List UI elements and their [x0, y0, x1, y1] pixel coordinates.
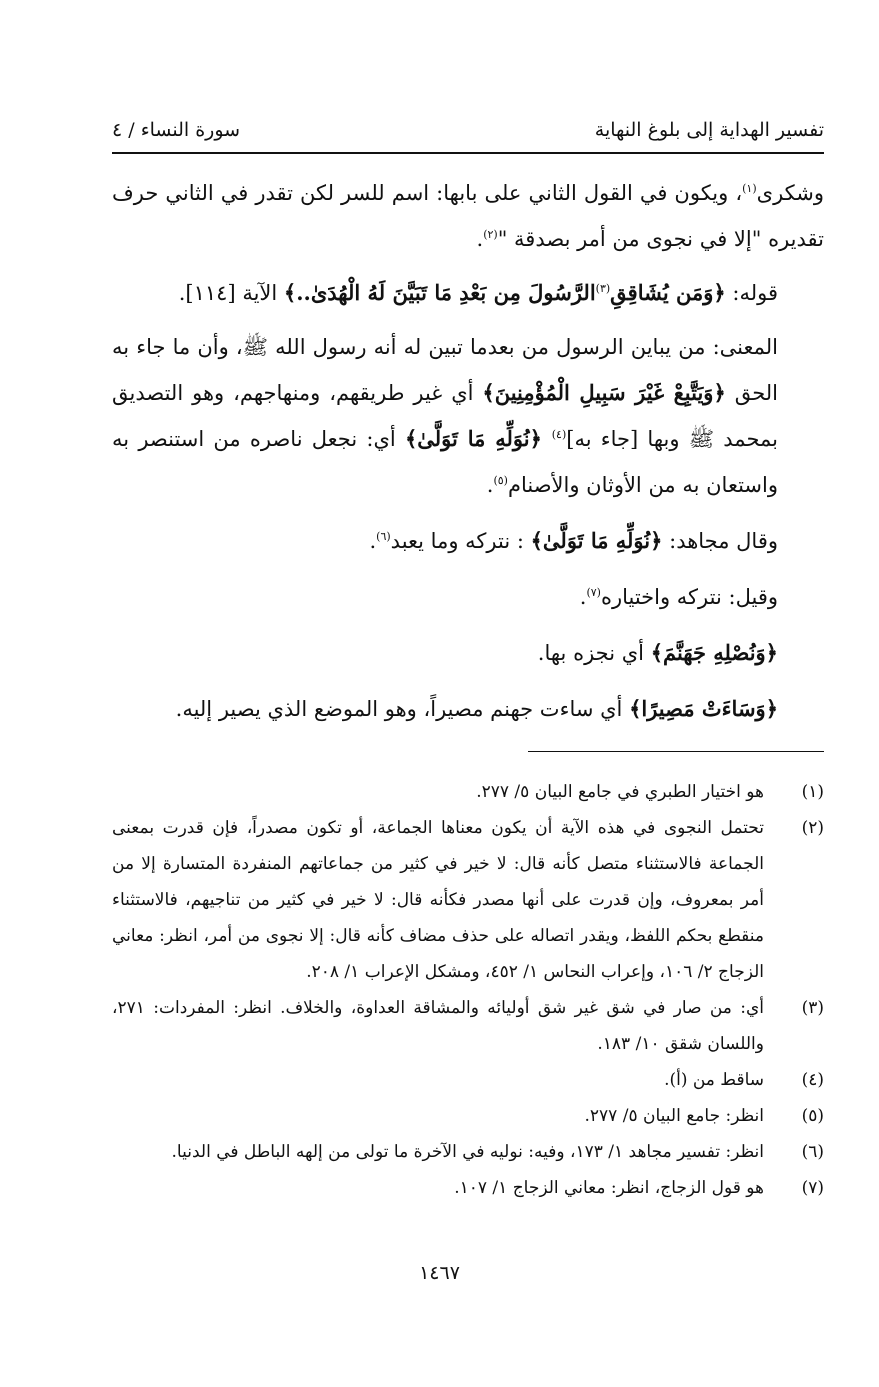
- footnote-number: (٧): [801, 1178, 824, 1198]
- footnote-4: [112, 1062, 824, 1098]
- footnote-2: [112, 810, 824, 990]
- footnote-number: (١): [801, 782, 824, 802]
- paragraph-6: ﴿وَنُصْلِهِ جَهَنَّمَ﴾ أي نجزه بها.: [537, 640, 778, 665]
- footnote-number: (٥): [801, 1106, 824, 1126]
- paragraph-7: ﴿وَسَاءَتْ مَصِيرًا﴾ أي ساءت جهنم مصيراً، وهو الموضع الذي يصير إليه.: [175, 696, 778, 721]
- footnote-ref: (١): [742, 182, 757, 195]
- surah-label: سورة النساء / ٤: [112, 119, 241, 141]
- footnote-ref: (٤): [551, 428, 567, 441]
- quran-quote: ﴿وَيَتَّبِعْ غَيْرَ سَبِيلِ الْمُؤْمِنِينَ﴾: [482, 380, 726, 405]
- header-rule: [112, 152, 824, 154]
- quran-quote: ﴿نُوَلِّهِ مَا تَوَلَّىٰ﴾: [404, 426, 552, 451]
- footnote-number: (٢): [801, 818, 824, 838]
- quran-quote: ﴿نُوَلِّهِ مَا تَوَلَّىٰ﴾: [530, 528, 663, 553]
- footnote-7: [112, 1170, 824, 1206]
- quran-quote: ﴿وَمَن يُشَاقِقِ: [610, 280, 726, 305]
- footnote-3: [112, 990, 824, 1062]
- book-title: تفسير الهداية إلى بلوغ النهاية: [594, 119, 824, 141]
- footnote-text: ساقط من (أ).: [664, 1070, 764, 1090]
- footnote-ref: (٦): [376, 530, 391, 543]
- paragraph-5: وقيل: نتركه واختياره$^{(٧)}$.: [579, 585, 778, 609]
- quran-quote: الرَّسُولَ مِن بَعْدِ مَا تَبَيَّنَ لَهُ الْهُدَىٰ..﴾: [283, 280, 596, 305]
- footnotes: [112, 774, 824, 1206]
- footnote-ref: (٣): [595, 282, 611, 295]
- footnote-text: هو قول الزجاج، انظر: معاني الزجاج ١/ ١٠٧.: [454, 1178, 764, 1198]
- footnote-5: [112, 1098, 824, 1134]
- footnote-text: انظر: تفسير مجاهد ١/ ١٧٣، وفيه: نوليه في الآخرة ما تولى من إلهه الباطل في الدنيا.: [171, 1142, 764, 1162]
- quran-quote: ﴿وَنُصْلِهِ جَهَنَّمَ﴾: [650, 640, 778, 665]
- paragraph-2: قوله: ﴿وَمَن يُشَاقِقِ$^{(٣)}$الرَّسُولَ مِن بَعْدِ مَا تَبَيَّنَ لَهُ الْهُدَىٰ..﴾ الآية [١١٤].: [178, 280, 778, 305]
- running-header: [112, 112, 824, 148]
- footnote-number: (٣): [801, 998, 824, 1018]
- footnote-text: تحتمل النجوى في هذه الآية أن يكون معناها الجماعة، أو تكون مصدراً، فإن قدرت بمعنى الجماعة فالاستثناء متصل كأنه قال: لا خير في كثير من جماعاتهم المنفردة المتسارة إلا من أمر بمعروف، وإن قدرت على أنها مصدر فكأنه قال: لا خير في كثير من تناجيهم، فالاستثناء منقطع بحكم اللفظ، ويقدر اتصاله على حذف مضاف كأنه قال: إلا نجوى من أمر، انظر: معاني الزجاج ٢/ ١٠٦، وإعراب النحاس ١/ ٤٥٢، ومشكل الإعراب ١/ ٢٠٨.: [112, 818, 764, 982]
- paragraph-3: المعنى: من يباين الرسول من بعدما تبين له أنه رسول الله ﷺ، وأن ما جاء به الحق ﴿وَيَتَّبِعْ غَيْرَ سَبِيلِ الْمُؤْمِنِينَ﴾ أي غير طريقهم، ومنهاجهم، وهو التصديق بمحمد ﷺ وبها [جاء به]$^{(٤)}$ ﴿نُوَلِّهِ مَا تَوَلَّىٰ﴾ أي: نجعل ناصره من استنصر به واستعان به من الأوثان والأصنام$^{(٥)}$.: [112, 335, 779, 497]
- footnote-ref: (٢): [483, 228, 498, 241]
- paragraph-4: وقال مجاهد: ﴿نُوَلِّهِ مَا تَوَلَّىٰ﴾ : نتركه وما يعبد$^{(٦)}$.: [369, 528, 778, 553]
- footnote-ref: (٧): [586, 586, 601, 599]
- footnote-number: (٦): [801, 1142, 824, 1162]
- page-number: ١٤٦٧: [419, 1262, 460, 1284]
- footnote-number: (٤): [801, 1070, 824, 1090]
- footnote-text: هو اختيار الطبري في جامع البيان ٥/ ٢٧٧.: [476, 782, 764, 802]
- footnote-ref: (٥): [493, 474, 508, 487]
- footnote-6: [112, 1134, 824, 1170]
- quran-quote: ﴿وَسَاءَتْ مَصِيرًا﴾: [629, 696, 778, 721]
- paragraph-1: وشكرى$^{(١)}$، ويكون في القول الثاني على بابها: اسم للسر لكن تقدر في الثاني حرف تقديره "إلا في نجوى من أمر بصدقة "$^{(٢)}$.: [112, 181, 824, 251]
- main-text: [112, 170, 824, 732]
- footnote-rule: [528, 751, 824, 752]
- footnote-text: أي: من صار في شق غير شق أوليائه والمشاقة العداوة، والخلاف. انظر: المفردات: ٢٧١، واللسان شقق ١٠/ ١٨٣.: [112, 998, 764, 1054]
- footnote-text: انظر: جامع البيان ٥/ ٢٧٧.: [584, 1106, 764, 1126]
- footnote-1: [112, 774, 824, 810]
